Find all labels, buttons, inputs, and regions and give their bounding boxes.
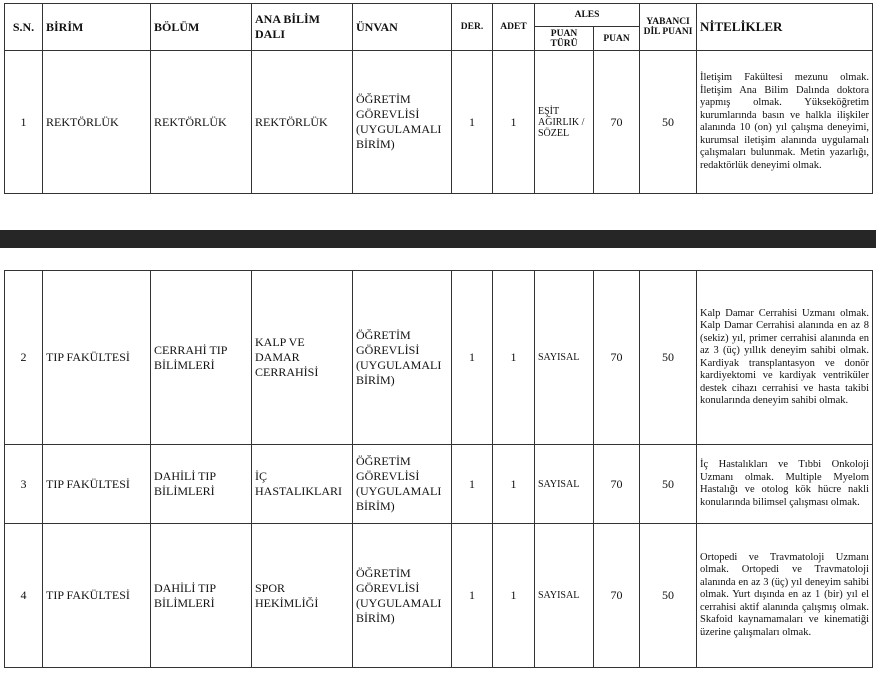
row-birim: TIP FAKÜLTESİ xyxy=(43,524,151,668)
header-der: DER. xyxy=(452,4,493,51)
row-birim: TIP FAKÜLTESİ xyxy=(43,445,151,524)
header-adet: ADET xyxy=(493,4,535,51)
row-bolum: REKTÖRLÜK xyxy=(151,51,252,194)
row-puan-turu: SAYISAL xyxy=(535,524,594,668)
header-yabanci-dil: YABANCI DİL PUANI xyxy=(640,4,697,51)
row-der: 1 xyxy=(452,524,493,668)
row-adet: 1 xyxy=(493,445,535,524)
row-nitelikler: Kalp Damar Cerrahisi Uzmanı olmak. Kalp Damar Cerrahisi alanında en az 8 (sekiz) yıl, primer cerrahisi alanında en az 3 (üç) yıllık deneyim sahibi olmak. Kardiyak transplantasyon ve donör kardiyektomi ve kardiyak ventriküler destek cihazı cerrahisi ve hasta takibi konularında deneyim sahibi olmak. xyxy=(697,271,873,445)
header-birim: BİRİM xyxy=(43,4,151,51)
row-adet: 1 xyxy=(493,271,535,445)
table-row xyxy=(5,51,873,194)
row-puan: 70 xyxy=(594,51,640,194)
row-sn: 1 xyxy=(5,51,43,194)
row-unvan: ÖĞRETİM GÖREVLİSİ (UYGULAMALI BİRİM) xyxy=(353,445,452,524)
row-nitelikler: Ortopedi ve Travmatoloji Uzmanı olmak. Ortopedi ve Travmatoloji alanında en az 3 (üç) yıl deneyim sahibi olmak. Yurt dışında en az 1 (bir) yıl el cerrahisi aktif alanında çalışmış olmak. Skafoid kaynamamaları ve kinematiği üzerine çalışmaları olmak. xyxy=(697,524,873,668)
row-bolum: DAHİLİ TIP BİLİMLERİ xyxy=(151,524,252,668)
row-unvan: ÖĞRETİM GÖREVLİSİ (UYGULAMALI BİRİM) xyxy=(353,524,452,668)
row-sn: 2 xyxy=(5,271,43,445)
header-nitelikler: NİTELİKLER xyxy=(697,4,873,51)
row-ana-bilim-dali: KALP VE DAMAR CERRAHİSİ xyxy=(252,271,353,445)
row-der: 1 xyxy=(452,445,493,524)
row-bolum: CERRAHİ TIP BİLİMLERİ xyxy=(151,271,252,445)
row-nitelikler: İletişim Fakültesi mezunu olmak. İletişim Ana Bilim Dalında doktora yapmış olmak. Yükseköğretim kurumlarında basın ve halkla ilişkiler alanında 10 (on) yıl çalışma deneyimi, kurumsal iletişim alanında uygulamalı çalışmaları bulunmak. Metin yazarlığı, redaktörlük deneyimi olmak. xyxy=(697,51,873,194)
row-ana-bilim-dali: SPOR HEKİMLİĞİ xyxy=(252,524,353,668)
row-birim: REKTÖRLÜK xyxy=(43,51,151,194)
row-yabanci-dil: 50 xyxy=(640,271,697,445)
positions-table-top xyxy=(4,3,873,194)
row-bolum: DAHİLİ TIP BİLİMLERİ xyxy=(151,445,252,524)
row-puan-turu: SAYISAL xyxy=(535,445,594,524)
row-puan: 70 xyxy=(594,524,640,668)
row-nitelikler: İç Hastalıkları ve Tıbbi Onkoloji Uzmanı olmak. Multiple Myelom Hastalığı ve otolog kök hücre nakli konularında bilimsel çalışması olmak. xyxy=(697,445,873,524)
row-der: 1 xyxy=(452,271,493,445)
row-sn: 4 xyxy=(5,524,43,668)
row-adet: 1 xyxy=(493,51,535,194)
row-yabanci-dil: 50 xyxy=(640,445,697,524)
header-ales: ALES xyxy=(535,4,640,27)
header-sn: S.N. xyxy=(5,4,43,51)
row-puan-turu: EŞİT AĞIRLIK / SÖZEL xyxy=(535,51,594,194)
header-bolum: BÖLÜM xyxy=(151,4,252,51)
table-row xyxy=(5,445,873,524)
row-unvan: ÖĞRETİM GÖREVLİSİ (UYGULAMALI BİRİM) xyxy=(353,271,452,445)
row-puan: 70 xyxy=(594,445,640,524)
row-adet: 1 xyxy=(493,524,535,668)
header-ana-bilim-dali: ANA BİLİM DALI xyxy=(252,4,353,51)
page-separator-bar xyxy=(0,230,876,248)
row-der: 1 xyxy=(452,51,493,194)
table-row xyxy=(5,271,873,445)
row-yabanci-dil: 50 xyxy=(640,524,697,668)
table-row xyxy=(5,524,873,668)
row-yabanci-dil: 50 xyxy=(640,51,697,194)
row-puan-turu: SAYISAL xyxy=(535,271,594,445)
row-ana-bilim-dali: REKTÖRLÜK xyxy=(252,51,353,194)
row-unvan: ÖĞRETİM GÖREVLİSİ (UYGULAMALI BİRİM) xyxy=(353,51,452,194)
row-ana-bilim-dali: İÇ HASTALIKLARI xyxy=(252,445,353,524)
row-puan: 70 xyxy=(594,271,640,445)
header-puan: PUAN xyxy=(594,27,640,51)
row-sn: 3 xyxy=(5,445,43,524)
positions-table-bottom xyxy=(4,270,873,668)
row-birim: TIP FAKÜLTESİ xyxy=(43,271,151,445)
header-puan-turu: PUAN TÜRÜ xyxy=(535,27,594,51)
header-unvan: ÜNVAN xyxy=(353,4,452,51)
